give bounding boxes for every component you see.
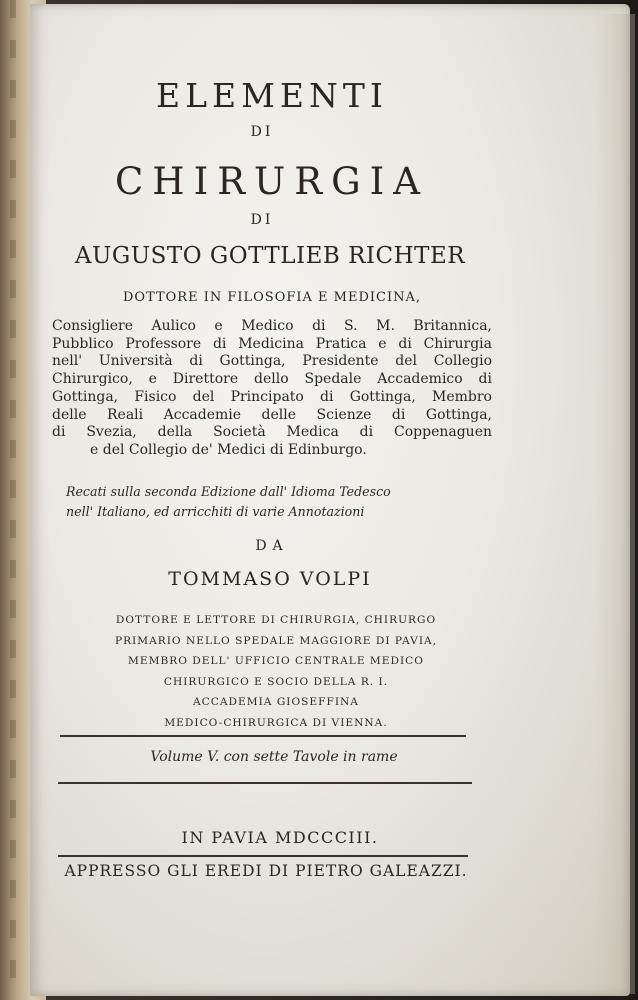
translator-title-line: PRIMARIO NELLO SPEDALE MAGGIORE DI PAVIA, bbox=[114, 634, 438, 647]
translation-note bbox=[66, 482, 496, 522]
author-title-line: nell' Università di Gottinga, Presidente del Collegio bbox=[52, 353, 492, 370]
author-title-line: di Svezia, della Società Medica di Coppenaguen bbox=[52, 424, 492, 441]
author-title-line: e del Collegio de' Medici di Edinburgo. bbox=[90, 441, 367, 458]
by-label: DA bbox=[255, 538, 289, 554]
imprint-place-date: IN PAVIA MDCCCIII. bbox=[181, 828, 379, 847]
title-connector-2: DI bbox=[250, 212, 274, 228]
divider-rule bbox=[60, 735, 466, 737]
translator-title-line: CHIRURGICO E SOCIO DELLA R. I. bbox=[163, 675, 389, 688]
translator-title-line: ACCADEMIA GIOSEFFINA bbox=[193, 696, 359, 708]
translator-name: TOMMASO VOLPI bbox=[168, 568, 372, 590]
author-degree: DOTTORE IN FILOSOFIA E MEDICINA, bbox=[122, 290, 422, 305]
translator-title-line: MEDICO-CHIRURGICA DI VIENNA. bbox=[164, 716, 388, 729]
translation-note-line: nell' Italiano, ed arricchiti di varie Annotazioni bbox=[66, 504, 365, 519]
page-edge-shadow bbox=[595, 14, 635, 994]
author-title-line: Consigliere Aulico e Medico di S. M. Britannica, bbox=[52, 318, 492, 334]
translator-title-line: MEMBRO DELL' UFFICIO CENTRALE MEDICO bbox=[128, 655, 424, 667]
translation-note-line: Recati sulla seconda Edizione dall' Idioma Tedesco bbox=[66, 484, 391, 499]
translator-title-line: DOTTORE E LETTORE DI CHIRURGIA, CHIRURGO bbox=[115, 614, 437, 626]
translator-titles bbox=[56, 610, 496, 733]
title-line-1: ELEMENTI bbox=[156, 76, 388, 115]
author-title-line: Chirurgico, e Direttore dello Spedale Accademico di bbox=[52, 371, 492, 388]
divider-rule bbox=[58, 855, 468, 857]
author-title-line: Pubblico Professore di Medicina Pratica e di Chirurgia bbox=[52, 335, 492, 352]
title-connector-1: DI bbox=[250, 124, 274, 140]
title-line-2: CHIRURGIA bbox=[115, 160, 429, 203]
author-titles bbox=[52, 318, 492, 460]
author-title-line: Gottinga, Fisico del Principato di Gottinga, Membro bbox=[52, 388, 492, 405]
volume-statement: Volume V. con sette Tavole in rame bbox=[150, 749, 398, 765]
imprint-printer: APPRESSO GLI EREDI DI PIETRO GALEAZZI. bbox=[64, 862, 468, 880]
divider-rule bbox=[58, 782, 472, 784]
author-name: AUGUSTO GOTTLIEB RICHTER bbox=[74, 243, 466, 269]
author-title-line: delle Reali Accademie delle Scienze di Gottinga, bbox=[52, 406, 492, 423]
